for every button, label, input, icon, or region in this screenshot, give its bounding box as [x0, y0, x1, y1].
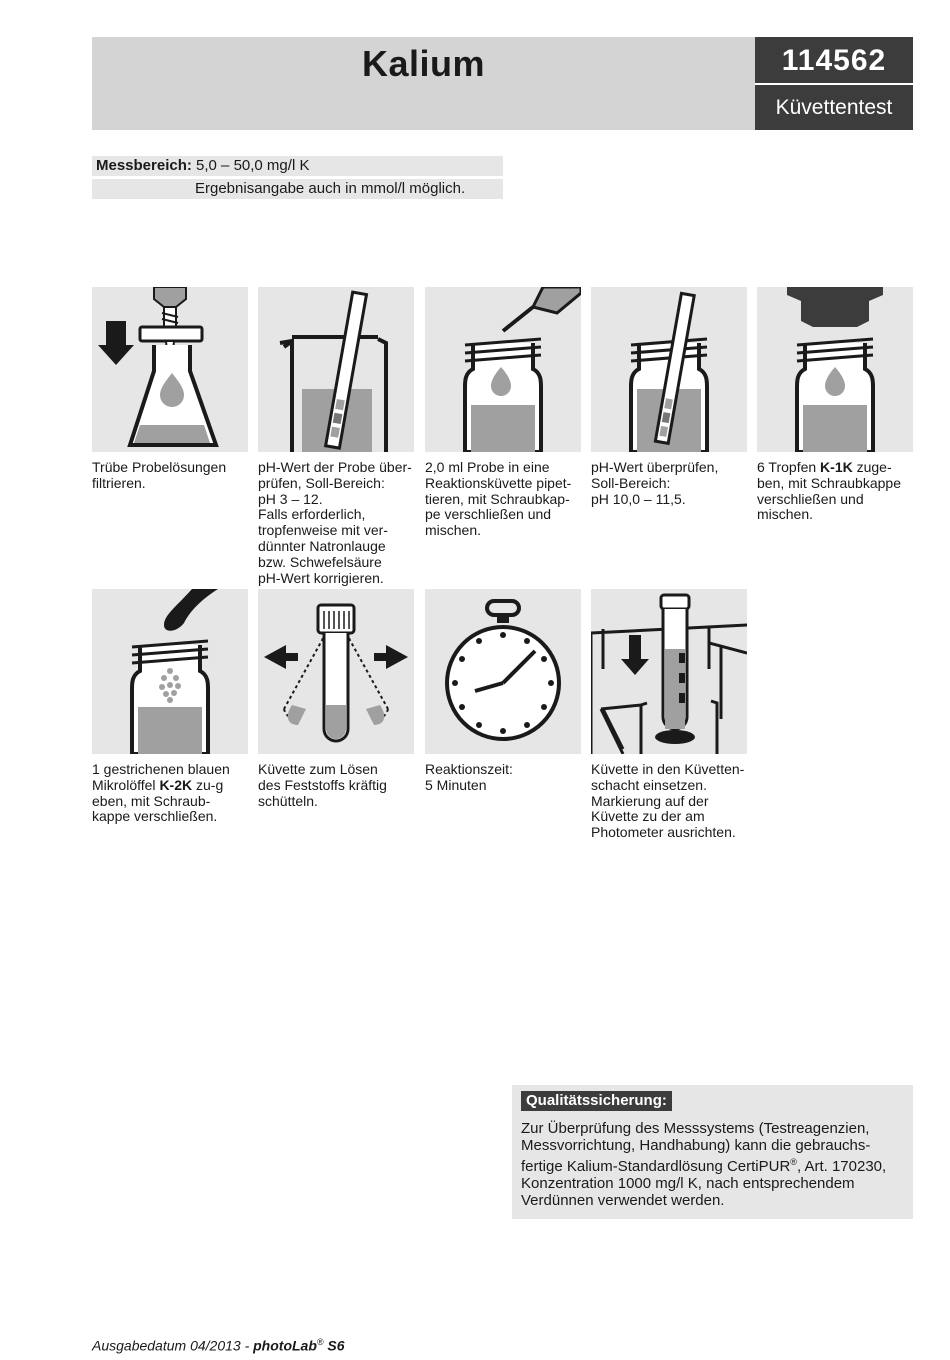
caption-line [258, 571, 418, 587]
caption-line [591, 809, 751, 825]
caption-line [258, 762, 418, 778]
caption-text: Reaktionszeit: [425, 761, 513, 777]
caption-text: eben, mit Schraub- [92, 792, 211, 809]
quality-text: , Art. 170230, [796, 1158, 887, 1175]
caption-line [591, 476, 751, 492]
caption-line [757, 507, 917, 523]
caption-bold: K-1K [820, 459, 853, 475]
messbereich-note-row [92, 179, 503, 199]
caption-text: zu-g [192, 776, 224, 793]
quality-line [521, 1137, 906, 1154]
caption-line [92, 794, 252, 810]
caption-text: pH-Wert überprüfen, [591, 459, 719, 475]
caption-line [258, 539, 418, 555]
caption-line [258, 492, 418, 508]
quality-text [521, 1120, 906, 1209]
caption-text: Mikrolöffel [92, 776, 160, 793]
caption-text: Soll-Bereich: [591, 474, 671, 491]
messbereich-note: Ergebnisangabe auch in mmol/l möglich. [195, 180, 466, 197]
caption-line [258, 507, 418, 523]
quality-text: Messvorrichtung, Handhabung) kann die gebrauchs- [521, 1137, 871, 1154]
caption-text: dünnter Natronlauge [258, 537, 386, 554]
caption-text: Trübe Probelösungen [92, 459, 227, 475]
caption-line [425, 778, 585, 794]
caption-text: mischen. [757, 506, 814, 523]
step-8-caption [425, 762, 585, 794]
step-5-caption [757, 460, 917, 523]
caption-text: mischen. [425, 522, 482, 539]
caption-text: zuge- [852, 459, 892, 475]
step-5-image [757, 287, 913, 452]
step-7-caption [258, 762, 418, 809]
caption-line [92, 778, 252, 794]
caption-text: 5 Minuten [425, 776, 487, 793]
caption-line [591, 794, 751, 810]
footer-product: photoLab [253, 1337, 317, 1354]
page-title: Kalium [361, 43, 486, 84]
quality-box [512, 1085, 913, 1219]
caption-line [425, 460, 585, 476]
caption-text: pH 3 – 12. [258, 490, 323, 507]
caption-line [258, 460, 418, 476]
caption-line [425, 523, 585, 539]
caption-line [757, 476, 917, 492]
footer-model: S6 [323, 1337, 345, 1354]
beaker-ph-strip-icon [258, 287, 414, 452]
step-4-image [591, 287, 747, 452]
caption-line [591, 825, 751, 841]
caption-text: Photometer ausrichten. [591, 824, 736, 841]
step-9-caption [591, 762, 751, 841]
quality-line [521, 1175, 906, 1192]
messbereich-value: 5,0 – 50,0 mg/l K [191, 157, 310, 174]
filter-flask-icon [92, 287, 248, 452]
quality-line [521, 1120, 906, 1137]
caption-text: Küvette in den Küvetten- [591, 761, 745, 777]
caption-text: Markierung auf der [591, 792, 709, 809]
caption-text: tropfenweise mit ver- [258, 522, 388, 539]
caption-text: 1 gestrichenen blauen [92, 761, 230, 777]
quality-line [521, 1192, 906, 1209]
step-1-image [92, 287, 248, 452]
caption-line [425, 476, 585, 492]
shake-cuvette-icon [258, 589, 414, 754]
caption-text: Küvette zum Lösen [258, 761, 378, 777]
caption-line [92, 460, 252, 476]
footer-reg: ® [316, 1337, 324, 1347]
caption-line [591, 778, 751, 794]
cuvette-photometer-icon [591, 589, 747, 754]
caption-text: verschließen und [757, 490, 864, 507]
caption-line [425, 507, 585, 523]
caption-text: kappe verschließen. [92, 808, 218, 825]
caption-text: tieren, mit Schraubkap- [425, 490, 570, 507]
caption-line [757, 492, 917, 508]
step-8-image [425, 589, 581, 754]
caption-text: Falls erforderlich, [258, 506, 366, 523]
caption-line [258, 476, 418, 492]
quality-label: Qualitätssicherung: [521, 1091, 672, 1111]
quality-text: Konzentration 1000 mg/l K, nach entsprechendem [521, 1175, 855, 1192]
caption-text: Reaktionsküvette pipet- [425, 474, 572, 491]
caption-line [258, 794, 418, 810]
step-3-image [425, 287, 581, 452]
step-2-image [258, 287, 414, 452]
step-1-caption [92, 460, 252, 492]
caption-text: prüfen, Soll-Bereich: [258, 474, 385, 491]
vial-ph-strip-icon [591, 287, 747, 452]
caption-text: pH 10,0 – 11,5. [591, 490, 686, 507]
messbereich-row [92, 156, 503, 176]
caption-line [425, 762, 585, 778]
step-7-image [258, 589, 414, 754]
caption-line [757, 460, 917, 476]
caption-text: 2,0 ml Probe in eine [425, 459, 550, 475]
step-4-caption [591, 460, 751, 507]
caption-bold: K-2K [159, 776, 193, 793]
caption-line [258, 523, 418, 539]
caption-line [591, 762, 751, 778]
caption-text: schacht einsetzen. [591, 776, 707, 793]
step-3-caption [425, 460, 585, 539]
header-bar [92, 37, 755, 130]
quality-line [521, 1154, 906, 1175]
test-type: Küvettentest [755, 85, 913, 130]
caption-line [591, 492, 751, 508]
step-9-image [591, 589, 747, 754]
caption-text: 6 Tropfen [757, 459, 821, 475]
messbereich-label: Messbereich: [96, 157, 192, 174]
caption-text: filtrieren. [92, 474, 146, 491]
quality-text: Zur Überprüfung des Messsystems (Testreagenzien, [521, 1120, 870, 1137]
step-6-caption [92, 762, 252, 825]
caption-text: ben, mit Schraubkappe [757, 474, 901, 491]
caption-text: Küvette zu der am [591, 808, 705, 825]
stopwatch-icon [425, 589, 581, 754]
caption-line [425, 492, 585, 508]
microspoon-vial-icon [92, 589, 248, 754]
article-number: 114562 [755, 37, 913, 83]
quality-text: fertige Kalium-Standardlösung CertiPUR [521, 1158, 791, 1175]
footer [92, 1337, 345, 1354]
caption-text: bzw. Schwefelsäure [258, 553, 382, 570]
caption-text: pH-Wert korrigieren. [258, 569, 384, 586]
step-6-image [92, 589, 248, 754]
caption-text: des Feststoffs kräftig [258, 776, 387, 793]
caption-line [258, 555, 418, 571]
caption-text: schütteln. [258, 792, 318, 809]
step-2-caption [258, 460, 418, 586]
caption-line [591, 460, 751, 476]
quality-sup: ® [790, 1157, 797, 1167]
caption-line [92, 809, 252, 825]
footer-date: Ausgabedatum 04/2013 - [92, 1337, 254, 1354]
caption-line [92, 762, 252, 778]
caption-text: pe verschließen und [425, 506, 552, 523]
caption-line [258, 778, 418, 794]
quality-text: Verdünnen verwendet werden. [521, 1192, 725, 1209]
caption-line [92, 476, 252, 492]
pipette-vial-icon [425, 287, 581, 452]
caption-text: pH-Wert der Probe über- [258, 459, 412, 475]
dropper-bottle-vial-icon [757, 287, 913, 452]
